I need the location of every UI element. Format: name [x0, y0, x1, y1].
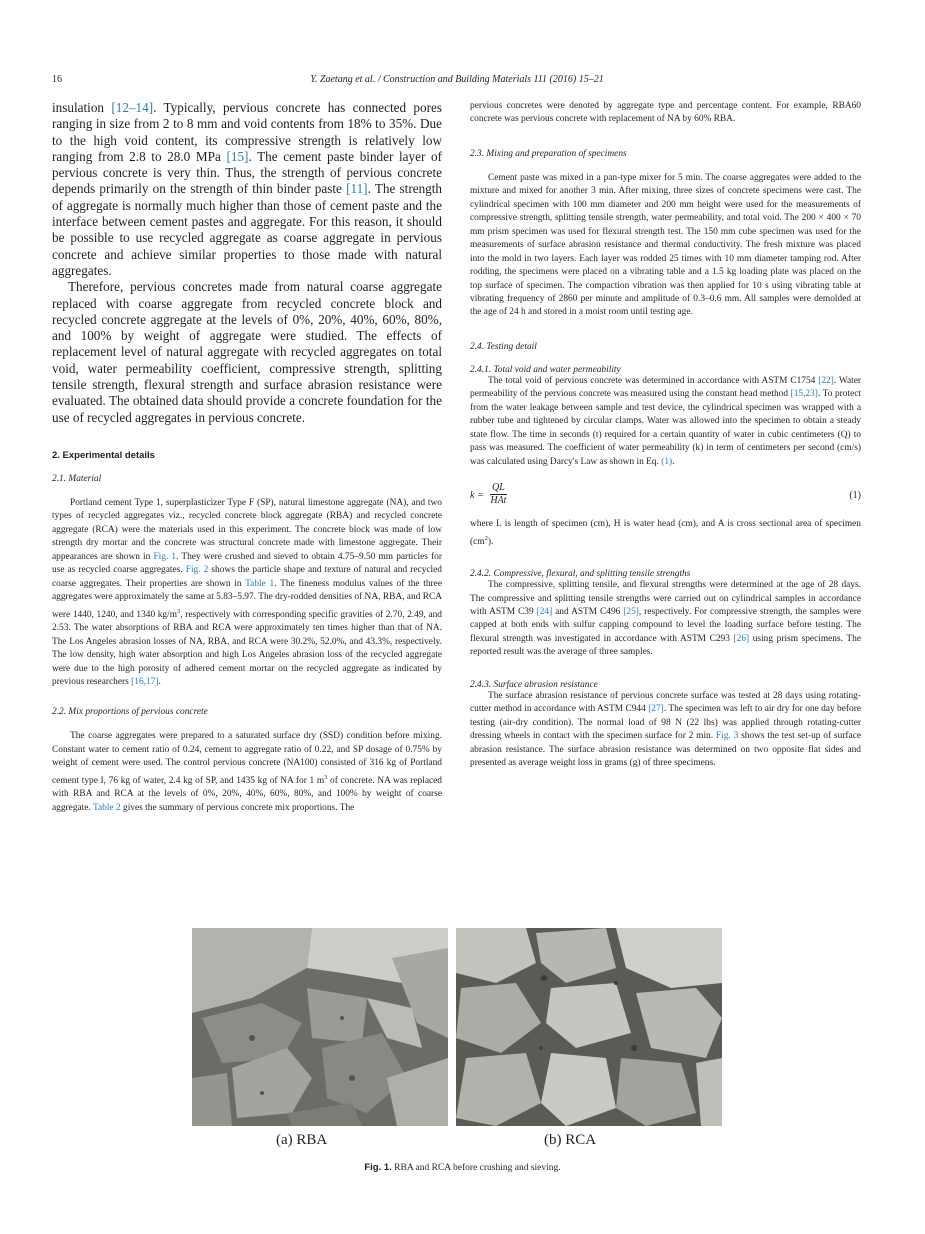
equation-numerator: QL	[492, 482, 505, 494]
strength-paragraph: The compressive, splitting tensile, and flexural strengths were determined at the age of 28 days. The compressive and splitting tensile strengths were carried out on cylindrical samples in accordance with ASTM C39 [24] and ASTM C496 [25], respectively. For compressive strength, the samples were capped at both ends with sulfur capping compound to level the loading surface before testing. The flexural strength was investigated in accordance with ASTM C293 [26] using prism specimens. The reported result was the average of three samples.	[470, 580, 862, 658]
citation-link[interactable]: [24]	[536, 607, 553, 617]
equation-darcy	[470, 482, 861, 510]
subsection-heading: 2.3. Mixing and preparation of specimens	[470, 148, 627, 159]
equation-number: (1)	[849, 490, 861, 502]
equation-lhs: k =	[470, 490, 484, 502]
citation-link[interactable]: [22]	[818, 375, 834, 386]
citation-link[interactable]: [15]	[226, 148, 249, 164]
mix-continued-paragraph: pervious concretes were denoted by aggregate type and percentage content. For example, RBA60 concrete was pervious concrete with replacement of NA by 60% RBA.	[470, 101, 861, 125]
running-title: Y. Zaetang et al. / Construction and Building Materials 111 (2016) 15–21	[310, 74, 604, 85]
abrasion-paragraph: The surface abrasion resistance of pervious concrete surface was tested at 28 days using rotating-cutter method in accordance with ASTM C944 [27]. The specimen was left to air dry for one day before testing (air-dry condition). The normal load of 98 N (22 lbs) was applied through rotating-cutter dressing wheels in contact with the specimen surface for 2 min. Fig. 3 shows the test set-up of surface abrasion resistance. The surface abrasion resistance was determined on two opposite flat sides and presented as average weight loss in grams (g) of three specimens.	[470, 690, 861, 769]
citation-link[interactable]: [27]	[648, 704, 664, 715]
figure-caption	[0, 1162, 925, 1173]
equation-where-paragraph: where L is length of specimen (cm), H is water head (cm), and A is cross sectional area of specimen $(cm^2)$.	[470, 519, 861, 547]
figure-link[interactable]: Fig. 1	[153, 551, 177, 562]
subsection-heading: 2.1. Material	[52, 473, 102, 484]
subsubsection-heading: 2.4.1. Total void and water permeability	[470, 364, 621, 375]
subsubsection-heading: 2.4.2. Compressive, flexural, and splitting tensile strengths	[470, 569, 691, 580]
permeability-paragraph: The total void of pervious concrete was determined in accordance with ASTM C1754 [22]. Water permeability of the pervious concrete was measured using the constant head method [15,23]. To protect from the water leakage between sample and test device, the cylindrical specimen was wrapped with a rubber tube and tightened by circular clamps. Water was allowed into the specimen to obtain a steady state flow. The time in seconds (t) required for a certain quantity of water in cubic centimeters (Q) to pass was measured. The coefficient of water permeability (k) in term of centimeters per second (cm/s) was calculated using Darcy's Law as shown in Eq. (1).	[470, 375, 861, 467]
rca-rubble-photo	[456, 928, 722, 1126]
page-number: 16	[52, 74, 62, 85]
left-column	[52, 100, 442, 815]
citation-link[interactable]: [25]	[623, 607, 639, 617]
equation-denominator: HAt	[490, 495, 507, 507]
citation-link[interactable]: [11]	[346, 181, 368, 197]
figure-label-a: (a) RBA	[276, 1132, 328, 1148]
page-header	[52, 74, 862, 88]
citation-link[interactable]: [15,23]	[790, 389, 818, 400]
figure-caption-prefix: Fig. 1.	[364, 1162, 392, 1173]
citation-link[interactable]: [26]	[733, 633, 750, 644]
section-heading: 2. Experimental details	[52, 449, 155, 461]
subsubsection-heading: 2.4.3. Surface abrasion resistance	[470, 679, 598, 690]
rba-rubble-photo	[192, 928, 448, 1126]
equation-fraction	[490, 482, 507, 507]
table-link[interactable]: Table 2	[92, 802, 121, 813]
figure-link[interactable]: Fig. 2	[185, 565, 209, 576]
table-link[interactable]: Table 1	[245, 578, 275, 589]
subsection-heading: 2.4. Testing detail	[470, 341, 537, 352]
figure-label-b: (b) RCA	[544, 1132, 597, 1148]
right-column	[470, 100, 861, 771]
intro-paragraph-1: insulation [12–14]. Typically, pervious concrete has connected pores ranging in size from 2 to 8 mm and void contents from 18% to 35%. Due to the high void content, its compressive strength is relatively low ranging from 2.8 to 28.0 MPa [15]. The cement paste binder layer of pervious concrete is very thin. Thus, the strength of pervious concrete depends primarily on the strength of thin binder paste [11]. The strength of aggregate is normally much higher than those of cement paste and the interface between cement pastes and aggregate. For this reason, it should be possible to use recycled aggregate as coarse aggregate in pervious concrete and achieve similar properties to those made with natural aggregates.	[52, 100, 443, 278]
intro-paragraph-2: Therefore, pervious concretes made from natural coarse aggregate replaced with coarse aggregate from recycled concrete block and recycled concrete aggregate at the levels of 0%, 20%, 40%, 60%, 80%, and 100% by weight of aggregate were studied. The effects of replacement level of natural aggregate with recycled aggregates on total void, water permeability coefficient, compressive strength, splitting tensile strength, flexural strength and surface abrasion resistance were evaluated. The obtained data should provide a concrete foundation for the use of recycled aggregates in pervious concrete.	[52, 279, 442, 425]
mixing-paragraph: Cement paste was mixed in a pan-type mixer for 5 min. The coarse aggregates were added to the mixture and mixed for another 3 min. After mixing, three sizes of concrete specimens were cast. The cylindrical specimen with 100 mm diameter and 200 mm height were used for the measurements of compressive strength, splitting tensile strength, water permeability, and total void. The 200 × 400 × 70 mm prism specimen was used for flexural strength test. The 150 mm cube specimen was used for the measurements of surface abrasion resistance and thermal conductivity. The fresh mixture was placed into the mold in two layers. Each layer was rodded 25 times with 10 mm diameter tamping rod. After rodding, the specimens were placed on a vibrating table and a 1.5 kg loading plate was placed on the top surface of specimen. The compaction vibration was then applied for 10 s using vibrating table at vibrating frequency of 2860 per minute and amplitude of 0.3–0.6 mm. All samples were demolded at the age of 24 h and stored in a moist room until testing age.	[470, 172, 861, 318]
mix-proportion-paragraph: The coarse aggregates were prepared to a saturated surface dry (SSD) condition before mixing. Constant water to cement ratio of 0.24, cement to aggregate ratio of 0.22, and SP dosage of 0.75% by weight of cement were used. The control pervious concrete (NA100) consisted of 316 kg of Portland cement type I, 76 kg of water, 2.4 kg of SP, and 1435 kg of NA for 1 $m^3$ of concrete. NA was replaced with RBA and RCA at the levels of 0%, 20%, 40%, 60%, 80%, and 100% by weight of coarse aggregate. Table 2 gives the summary of pervious concrete mix proportions. The	[52, 731, 442, 813]
subsection-heading: 2.2. Mix proportions of pervious concrete	[52, 707, 208, 718]
citation-link[interactable]: [12–14]	[111, 100, 154, 115]
figure-link[interactable]: Fig. 3	[715, 731, 739, 742]
material-paragraph: Portland cement Type 1, superplasticizer Type F (SP), natural limestone aggregate (NA), and two types of recycled aggregates viz., recycled concrete block aggregate (RBA) and recycled concrete aggregate (RCA) were the materials used in this experiment. The concrete block was made of low strength dry mortar and the concrete was structural concrete made with limestone aggregate. Their appearances are shown in Fig. 1. They were crushed and sieved to obtain 4.75–9.50 mm particles for use as recycled coarse aggregates. Fig. 2 shows the particle shape and texture of natural and recycled coarse aggregates. Their properties are shown in Table 1. The fineness modulus values of the three aggregates were approximately the same at 5.83–5.97. The dry-rodded densities of NA, RBA, and RCA were 1440, 1240, and 1340 $kg/m^3$, respectively with corresponding specific gravities of 2.70, 2.49, and 2.53. The water absorptions of RBA and RCA were approximately ten times higher than that of NA. The Los Angeles abrasion losses of NA, RBA, and RCA were 30.2%, 52.0%, and 43.3%, respectively. The low density, high water absorption and high Los Angeles abrasion loss of the recycled aggregate were due to the high porosity of adhered cement mortar on the recycled aggregate as indicated by previous researchers [16,17].	[52, 497, 443, 687]
equation-link[interactable]: (1)	[661, 456, 673, 467]
citation-link[interactable]: [16,17]	[131, 676, 159, 687]
figure-caption-text: RBA and RCA before crushing and sieving.	[394, 1163, 561, 1173]
